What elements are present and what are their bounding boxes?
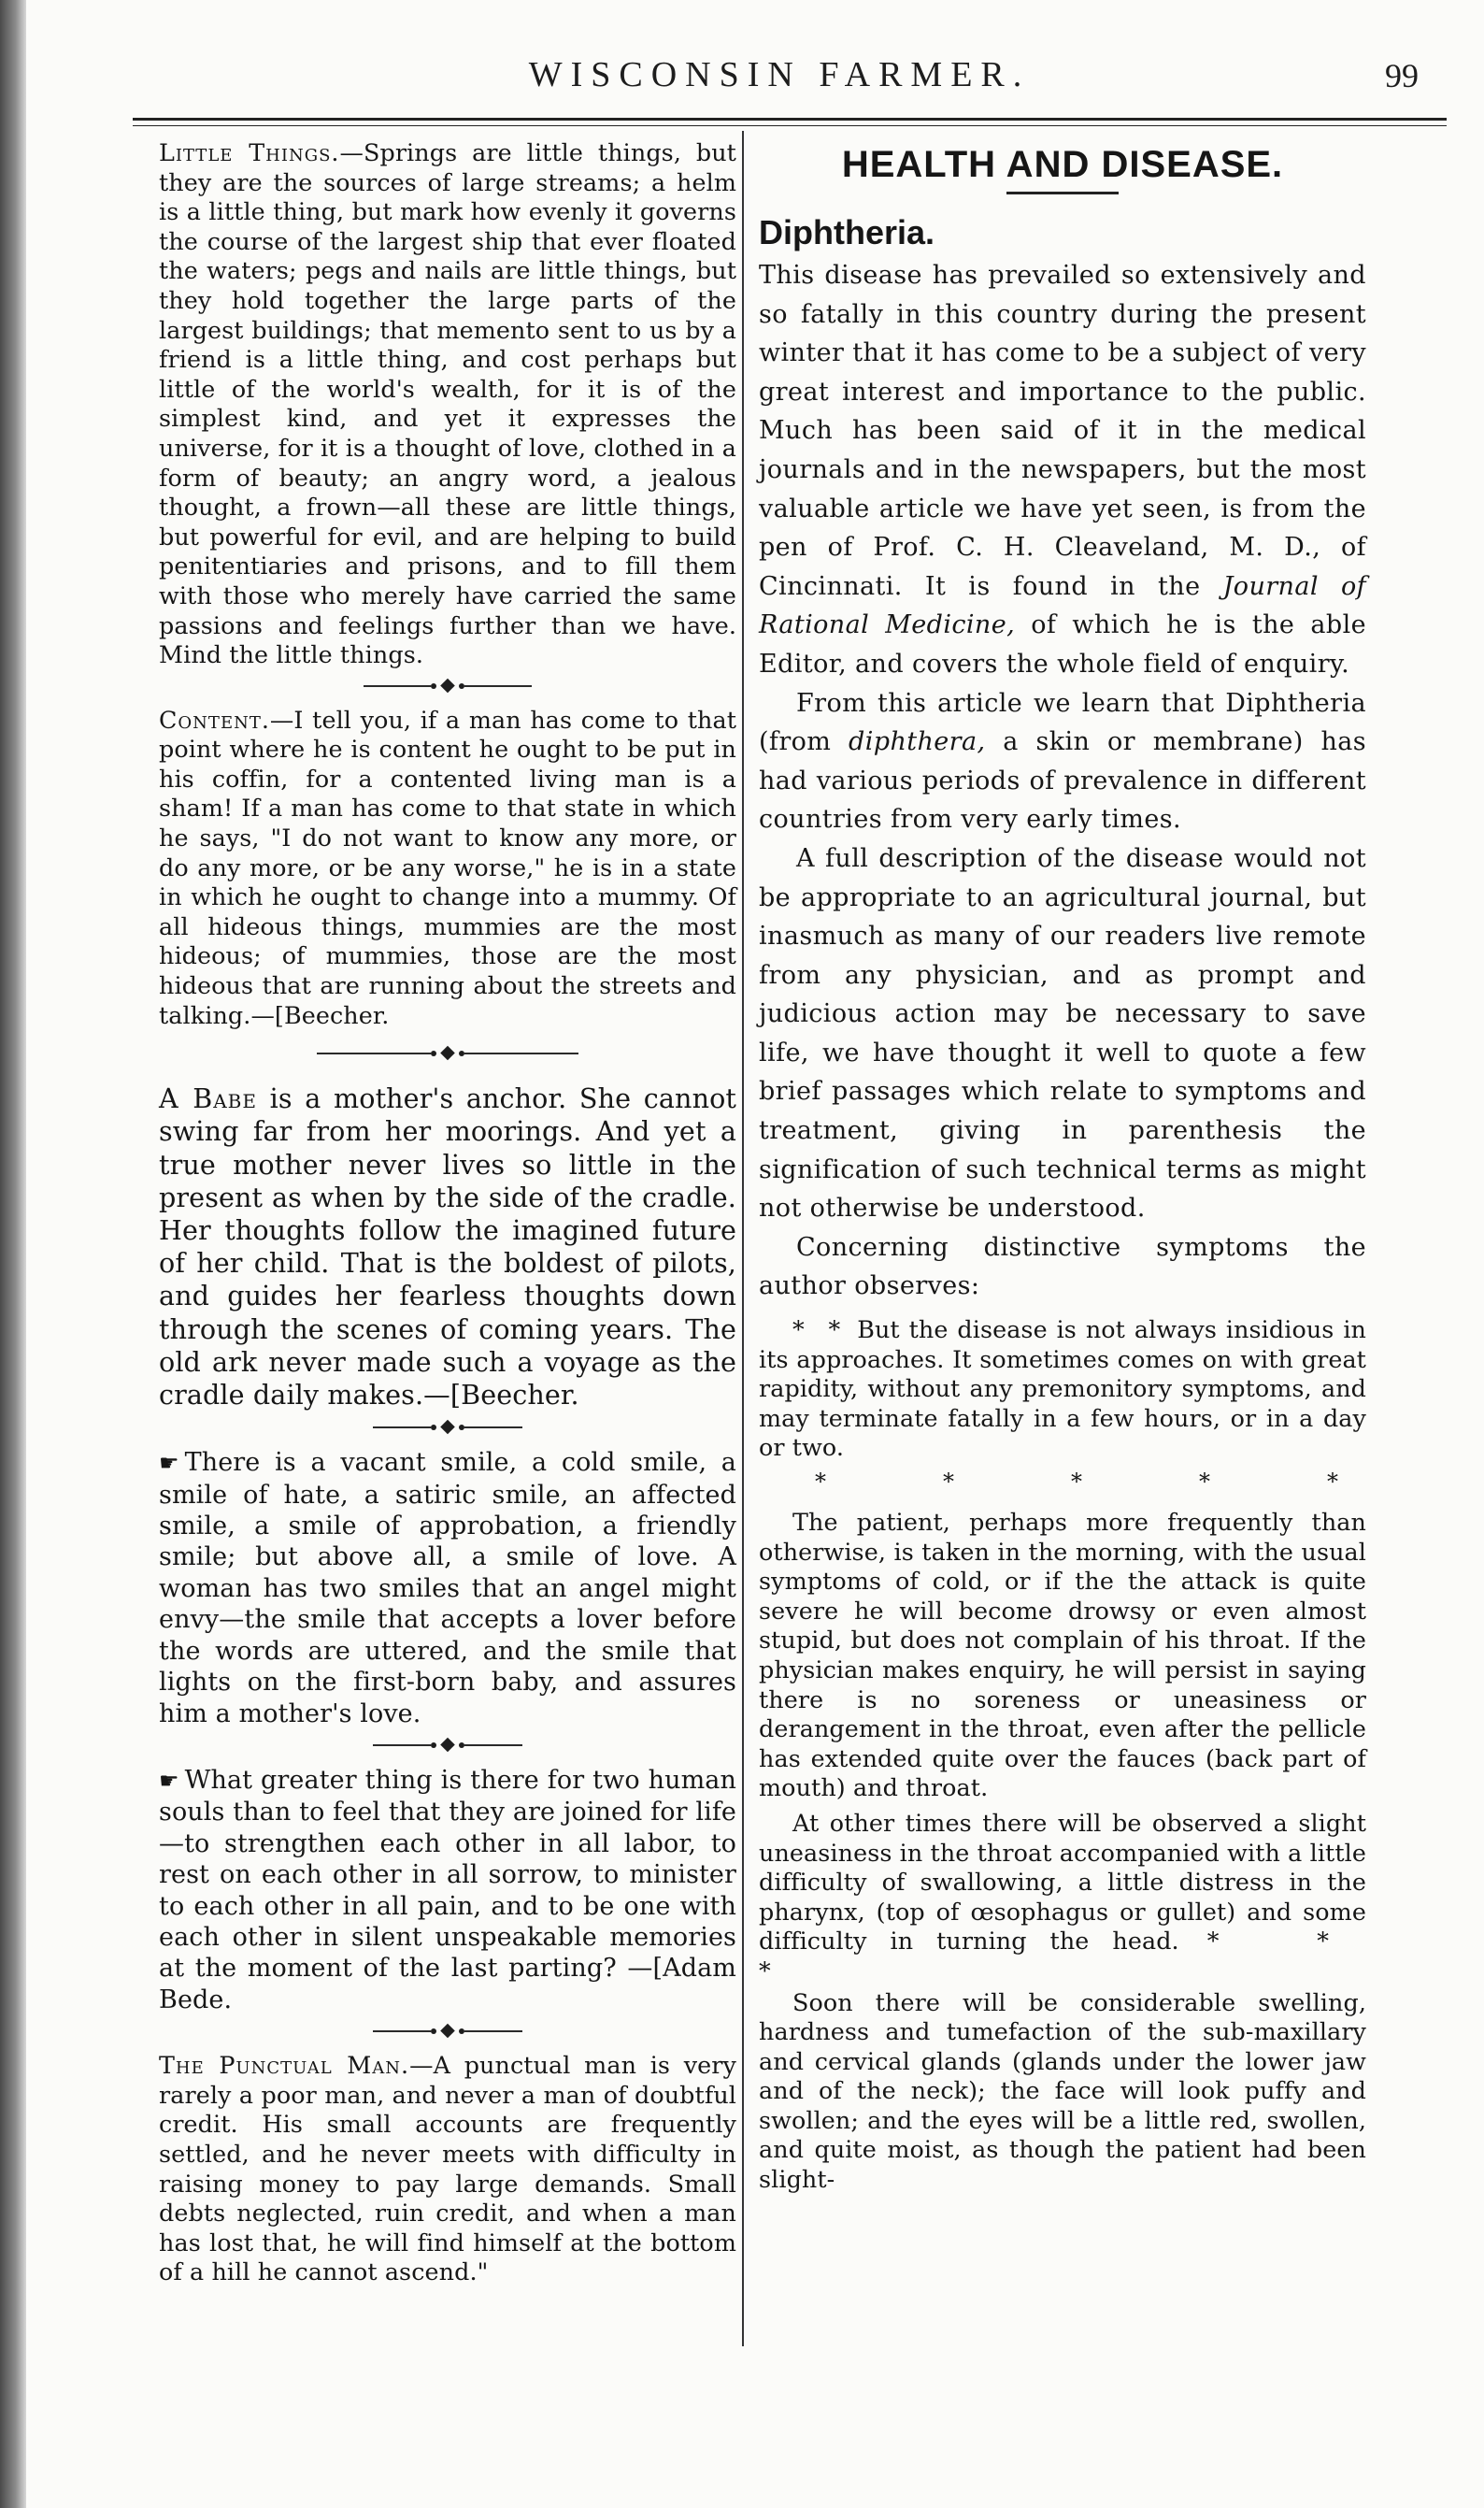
item-lead: A Babe: [159, 1082, 257, 1115]
article-paragraph: Concerning distinctive symptoms the author observes:: [759, 1232, 1366, 1301]
paragraph-text: But the disease is not always insidious in its approaches. It sometimes comes on with great rapidity, without any premonitory symptoms, and may terminate fatally in a few hours, or in a day or two.: [759, 1315, 1366, 1462]
quoted-paragraph: The patient, perhaps more frequently than otherwise, is taken in the morning, with the usual symptoms of cold, or if the the attack is quite severe he will become drowsy or even almost stupid, but does not complain of his throat. If the physician makes enquiry, he will persist in saying there is no soreness or uneasiness or derangement in the throat, even after the pellicle has extended quite over the fauces (back part of mouth) and throat.: [759, 1508, 1366, 1802]
column-divider: [742, 131, 744, 2346]
content-item: [159, 706, 736, 1031]
asterisk: *: [815, 1469, 826, 1495]
ornamental-divider: [364, 680, 532, 693]
little-things-item: [159, 138, 736, 670]
scan-edge: [0, 0, 26, 2508]
pointing-hand-icon: ☛: [159, 1767, 179, 1794]
paragraph-text: a skin or membrane) has had various periods of prevalence in different countries from very early times.: [759, 727, 1366, 835]
ornamental-divider: [373, 1739, 522, 1752]
item-lead: Content.: [159, 705, 270, 734]
header-rule: [133, 118, 1447, 121]
running-head: [131, 54, 1428, 110]
ornamental-divider: [317, 1047, 578, 1060]
souls-item: [159, 1765, 736, 2015]
ornamental-divider: [373, 2025, 522, 2038]
paragraph-text: of which he is the able Editor, and covers the whole field of enquiry.: [759, 610, 1366, 679]
item-text: —I tell you, if a man has come to that point where he is content he ought to be put in his coffin, for a contented living man is a sham! If a man has come to that state in which he says, "I do not want to know any more, or do any more, or be any worse," he is in a state in which he ought to change into a mummy. Of all hideous things, mummies are the most hideous; of mummies, those are the most hideous that are running about the streets and talking.—[Beecher.: [159, 705, 736, 1029]
asterisks: * * *: [759, 1927, 1366, 1985]
item-text: is a mother's anchor. She cannot swing far from her moorings. And yet a true mother never lives so little in the present as when by the side of the cradle. Her thoughts follow the imagined future of her child. That is the boldest of pilots, and guides her fearless thoughts down through the scenes of coming years. The old ark never made such a voyage as the cradle daily makes.—[Beecher.: [159, 1082, 736, 1412]
item-lead: Little Things.: [159, 138, 340, 166]
running-title: WISCONSIN FARMER.: [528, 55, 1031, 94]
paragraph-text: This disease has prevailed so extensively and so fatally in this country during the present winter that it has come to be a subject of very great interest and importance to the public. Much has been said of it in the medical journals and in the newspapers, but the most valuable article we have yet seen, is from the pen of Prof. C. H. Cleaveland, M. D., of Cincinnati. It is found in the: [759, 261, 1366, 601]
quoted-paragraph: Soon there will be considerable swelling, hardness and tumefaction of the sub-maxillary and cervical glands (glands under the lower jaw and of the neck); the face will look puffy and swollen; and the eyes will be a little red, swollen, and quite moist, as though the patient had been slight-: [759, 1987, 1366, 2194]
article-paragraph: [759, 256, 1366, 684]
journal-name: Journal of Rational Medicine,: [759, 571, 1367, 640]
article-title: Diphtheria.: [759, 213, 935, 251]
article-paragraph: A full description of the disease would not be appropriate to an agricultural journal, but inasmuch as many of our readers live remote from any physician, and as prompt and judicious action may be necessary to save life, we have thought it well to quote a few brief passages which relate to symptoms and treatment, giving in parenthesis the signification of such technical terms as might not otherwise be understood.: [759, 843, 1366, 1224]
smile-item: [159, 1447, 736, 1729]
item-text: What greater thing is there for two human souls than to feel that they are joined for life—to strengthen each other in all labor, to rest on each other in all sorrow, to minister to each other in all pain, and to be one with each other in silent unspeakable memories at the moment of the last parting? —[Adam Bede.: [159, 1765, 736, 2014]
asterisks: * *: [792, 1315, 849, 1344]
section-title: HEALTH AND DISEASE.: [841, 144, 1284, 185]
babe-item: [159, 1082, 736, 1412]
section-rule: [1006, 192, 1119, 194]
quoted-paragraph: [759, 1315, 1366, 1463]
article-paragraph: [759, 684, 1366, 839]
punctual-item: [159, 2051, 736, 2287]
quoted-paragraph: [759, 1809, 1366, 1986]
asterisk: *: [943, 1469, 954, 1495]
pointing-hand-icon: ☛: [159, 1450, 179, 1477]
ornamental-divider: [373, 1421, 522, 1434]
item-text: There is a vacant smile, a cold smile, a smile of hate, a satiric smile, an affected smile, a smile of approbation, a friendly smile; but above all, a smile of love. A woman has two smiles that an angel might envy—the smile that accepts a lover before the words are uttered, and the smile that lights on the first-born baby, and assures him a mother's love.: [159, 1448, 736, 1728]
right-column: [759, 138, 1366, 2195]
asterisk-row: [759, 1465, 1366, 1502]
paragraph-text: From this article we learn that Diphtheria (from: [759, 688, 1366, 757]
term-italic: diphthera,: [849, 727, 986, 757]
item-text: —A punctual man is very rarely a poor man, and never a man of doubtful credit. His small accounts are frequently settled, and he never meets with difficulty in raising money to pay large demands. Small debts neglected, ruin credit, and when a man has lost that, he will find himself at the bottom of a hill he cannot ascend.": [159, 2051, 736, 2286]
item-text: —Springs are little things, but they are the sources of large streams; a helm is a little thing, but mark how evenly it governs the course of the largest ship that ever floated the waters; pegs and nails are little things, but they hold together the large parts of the largest buildings; that memento sent to us by a friend is a little thing, and cost perhaps but little of the world's wealth, for it is of the simplest kind, and yet it expresses the universe, for it is a thought of love, clothed in a form of beauty; an angry word, a jealous thought, a frown—all these are little things, but powerful for evil, and are helping to build penitentiaries and prisons, and to fill them with those who merely have carried the same passions and feelings further than we have. Mind the little things.: [159, 138, 736, 669]
left-column: [159, 138, 736, 2287]
paragraph-text: At other times there will be observed a slight uneasiness in the throat accompanied with a little difficulty of swallowing, a little distress in the pharynx, (top of œsophagus or gullet) and some difficulty in turning the head.: [759, 1808, 1366, 1956]
header-rule-thin: [133, 125, 1447, 126]
asterisk: *: [1071, 1469, 1082, 1495]
item-lead: The Punctual Man.: [159, 2051, 410, 2080]
asterisk: *: [1199, 1469, 1210, 1495]
asterisk: *: [1327, 1469, 1338, 1495]
page-number: 99: [1385, 57, 1419, 94]
